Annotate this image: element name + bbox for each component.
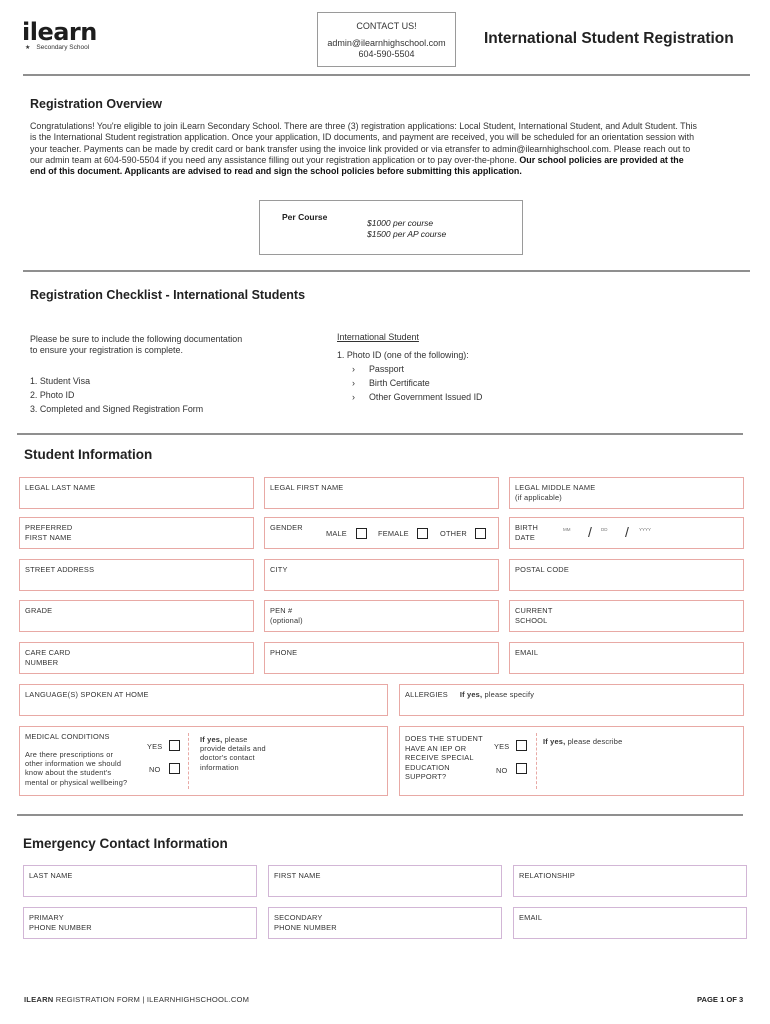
- overview-title: Registration Overview: [30, 97, 162, 111]
- international-subitems: [352, 362, 482, 404]
- price-per-ap-course: $1500 per AP course: [367, 228, 447, 239]
- other-checkbox[interactable]: [475, 528, 486, 539]
- field-label-note: (optional): [270, 615, 303, 625]
- question-line: DOES THE STUDENT: [405, 734, 483, 743]
- star-icon: ★: [25, 45, 31, 51]
- care-card-field[interactable]: [19, 642, 254, 674]
- field-label-line: LEGAL MIDDLE NAME: [515, 483, 596, 492]
- field-label: LAST NAME: [29, 871, 73, 880]
- dashed-divider: [188, 733, 189, 789]
- yes-label: YES: [147, 742, 163, 751]
- list-item: 2. Photo ID: [30, 390, 75, 400]
- iep-field: [399, 726, 744, 796]
- field-label-line: FIRST NAME: [25, 532, 72, 542]
- overview-policy-note: Our school policies are provided at the end of this document. Applicants are advised to read and sign the school policies before submitting this application.: [30, 154, 684, 177]
- field-label: LEGAL FIRST NAME: [270, 483, 344, 492]
- month-hint: MM: [563, 527, 571, 532]
- footer-text: [24, 995, 249, 1004]
- field-label: [515, 523, 538, 542]
- contact-email[interactable]: admin@ilearnhighschool.com: [327, 38, 446, 48]
- emergency-contact-title: Emergency Contact Information: [23, 836, 228, 851]
- chevron-right-icon: ›: [352, 378, 355, 388]
- list-item: 1. Student Visa: [30, 376, 91, 386]
- grade-field[interactable]: [19, 600, 254, 632]
- field-label: CITY: [270, 565, 288, 574]
- list-item-text: Other Government Issued ID: [369, 392, 483, 402]
- iep-yes-checkbox[interactable]: [516, 740, 527, 751]
- street-address-field[interactable]: [19, 559, 254, 591]
- question-line: EDUCATION: [405, 762, 450, 772]
- details-text: please: [222, 735, 248, 744]
- price-label: Per Course: [282, 212, 328, 222]
- iep-no-checkbox[interactable]: [516, 763, 527, 774]
- details-bold: If yes,: [200, 735, 223, 744]
- dashed-divider: [536, 733, 537, 789]
- divider: [17, 814, 743, 816]
- male-label: MALE: [326, 529, 347, 538]
- postal-code-field[interactable]: [509, 559, 744, 591]
- checklist-title: Registration Checklist - International Students: [30, 288, 306, 302]
- birth-date-field[interactable]: [509, 517, 744, 549]
- question-line: HAVE AN IEP OR: [405, 743, 467, 753]
- pen-field[interactable]: [264, 600, 499, 632]
- email-field[interactable]: [509, 642, 744, 674]
- date-separator: /: [588, 524, 592, 540]
- details-line: information: [200, 762, 239, 772]
- emergency-email-field[interactable]: [513, 907, 747, 939]
- question-line: Are there prescriptions or: [25, 750, 114, 759]
- field-label: LEGAL LAST NAME: [25, 483, 96, 492]
- iep-question: [405, 734, 483, 782]
- footer-brand: ILEARN: [24, 995, 54, 1004]
- divider: [23, 74, 750, 76]
- field-label: STREET ADDRESS: [25, 565, 95, 574]
- international-heading: International Student: [337, 332, 419, 342]
- list-item: [352, 376, 482, 390]
- price-per-course: $1000 per course: [367, 218, 434, 228]
- field-label-note: please specify: [482, 690, 535, 699]
- checklist-items: [30, 374, 203, 416]
- other-label: OTHER: [440, 529, 467, 538]
- field-label-line: BIRTH: [515, 523, 539, 532]
- field-label-line: PRIMARY: [29, 913, 64, 922]
- field-label: PHONE: [270, 648, 298, 657]
- question-line: know about the student's: [25, 768, 112, 778]
- male-checkbox[interactable]: [356, 528, 367, 539]
- year-hint: YYYY: [639, 527, 652, 532]
- yes-label: YES: [494, 742, 510, 751]
- field-label: [515, 606, 553, 625]
- medical-question: [25, 750, 127, 787]
- field-label: RELATIONSHIP: [519, 871, 576, 880]
- list-item-text: Passport: [369, 364, 405, 374]
- legal-first-name-field[interactable]: [264, 477, 499, 509]
- field-label: FIRST NAME: [274, 871, 321, 880]
- logo-subtitle: [25, 44, 89, 51]
- contact-box: [317, 12, 456, 67]
- field-label: [270, 606, 303, 625]
- field-label: [515, 483, 595, 502]
- field-label-line: PHONE NUMBER: [29, 922, 92, 932]
- allergies-field[interactable]: [399, 684, 744, 716]
- field-label-line: PREFERRED: [25, 523, 73, 532]
- current-school-field[interactable]: [509, 600, 744, 632]
- details-line: provide details and: [200, 744, 266, 754]
- document-title: International Student Registration: [484, 30, 734, 47]
- field-label-line: PHONE NUMBER: [274, 922, 337, 932]
- day-hint: DD: [601, 527, 608, 532]
- emergency-last-name-field[interactable]: [23, 865, 257, 897]
- field-label: GENDER: [270, 523, 303, 532]
- footer-site: REGISTRATION FORM | ILEARNHIGHSCHOOL.COM: [53, 995, 250, 1004]
- field-label: [29, 913, 92, 932]
- details-text: please describe: [565, 737, 623, 746]
- languages-field[interactable]: [19, 684, 388, 716]
- primary-phone-field[interactable]: [23, 907, 257, 939]
- field-label-bold: If yes,: [459, 690, 483, 699]
- no-label: NO: [149, 765, 161, 774]
- question-line: mental or physical wellbeing?: [25, 777, 128, 787]
- contact-title: CONTACT US!: [356, 21, 417, 31]
- field-label: LANGUAGE(S) SPOKEN AT HOME: [25, 690, 149, 699]
- overview-body: Congratulations! You're eligible to join iLearn Secondary School. There are three (3) registration applications: Local Student, International Student, and Adult Student. This is the International Student registration application. Once your application, ID documents, and payment are received, you will be scheduled for an orientation session with your teacher. Payments can be made by credit card or bank transfer using the invoice link provided or via etransfer to admin@ilearnhighschool.com. Please reach out to our admin team at 604-590-5504 if you need any assistance filling out your registration application or to pay over-the-phone.: [30, 121, 697, 165]
- question-line: SUPPORT?: [405, 772, 447, 782]
- details-line: [200, 735, 266, 744]
- field-label-note: (if applicable): [515, 492, 562, 502]
- field-label-line: NUMBER: [25, 657, 59, 667]
- logo-wordmark: ilearn: [22, 18, 97, 46]
- field-label-line: CARE CARD: [25, 648, 71, 657]
- page-number: PAGE 1 OF 3: [697, 995, 744, 1004]
- field-label-line: DATE: [515, 532, 535, 542]
- relationship-field[interactable]: [513, 865, 747, 897]
- price-lines: [367, 218, 446, 239]
- chevron-right-icon: ›: [352, 364, 355, 374]
- logo-subtitle-text: Secondary School: [36, 44, 90, 51]
- phone-field[interactable]: [264, 642, 499, 674]
- list-item: 3. Completed and Signed Registration Form: [30, 404, 204, 414]
- pricing-box: [259, 200, 523, 255]
- medical-conditions-field: [19, 726, 388, 796]
- iep-details[interactable]: [543, 737, 622, 747]
- list-item: [352, 390, 482, 404]
- divider: [17, 433, 743, 435]
- field-label: [274, 913, 337, 932]
- question-line: RECEIVE SPECIAL: [405, 753, 474, 763]
- date-separator: /: [625, 524, 629, 540]
- field-label-line: SCHOOL: [515, 615, 548, 625]
- details-bold: If yes,: [543, 737, 566, 746]
- female-label: FEMALE: [378, 529, 409, 538]
- medical-details[interactable]: [200, 735, 266, 772]
- field-label: EMAIL: [519, 913, 543, 922]
- field-label: POSTAL CODE: [515, 565, 569, 574]
- list-item-text: Birth Certificate: [369, 378, 430, 388]
- medical-yes-checkbox[interactable]: [169, 740, 180, 751]
- medical-no-checkbox[interactable]: [169, 763, 180, 774]
- city-field[interactable]: [264, 559, 499, 591]
- field-label: [25, 648, 70, 667]
- field-label-line: CURRENT: [515, 606, 553, 615]
- field-label: [405, 690, 534, 700]
- emergency-first-name-field[interactable]: [268, 865, 502, 897]
- contact-phone[interactable]: 604-590-5504: [358, 49, 415, 59]
- list-item: [352, 362, 482, 376]
- field-label: [25, 523, 72, 542]
- field-label-text: ALLERGIES: [405, 690, 448, 699]
- gender-field: [264, 517, 499, 549]
- field-label: EMAIL: [515, 648, 539, 657]
- details-line: doctor's contact: [200, 753, 255, 763]
- female-checkbox[interactable]: [417, 528, 428, 539]
- no-label: NO: [496, 766, 508, 775]
- field-label: MEDICAL CONDITIONS: [25, 732, 110, 741]
- checklist-intro: Please be sure to include the following documentation to ensure your registration is complete.: [30, 334, 243, 355]
- question-line: other information we should: [25, 759, 122, 769]
- legal-last-name-field[interactable]: [19, 477, 254, 509]
- chevron-right-icon: ›: [352, 392, 355, 402]
- secondary-phone-field[interactable]: [268, 907, 502, 939]
- field-label-line: SECONDARY: [274, 913, 323, 922]
- field-label: GRADE: [25, 606, 53, 615]
- student-info-title: Student Information: [24, 447, 153, 462]
- field-label-line: PEN #: [270, 606, 293, 615]
- preferred-first-name-field[interactable]: [19, 517, 254, 549]
- overview-text: [30, 121, 700, 177]
- international-item: 1. Photo ID (one of the following):: [337, 350, 469, 360]
- divider: [23, 270, 750, 272]
- legal-middle-name-field[interactable]: [509, 477, 744, 509]
